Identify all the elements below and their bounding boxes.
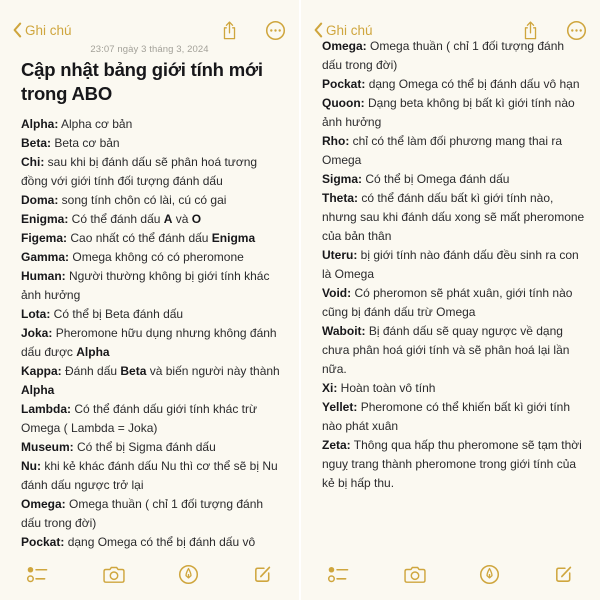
note-entry: Pockat: dạng Omega có thể bị đánh dấu vô bbox=[21, 535, 256, 549]
note-entry: Void: Có pheromon sẽ phát xuân, giới tính nào cũng bị đánh dấu trừ Omega bbox=[322, 286, 573, 319]
back-button[interactable] bbox=[12, 22, 72, 38]
note-entry: Uteru: bị giới tính nào đánh dấu đều sinh ra con là Omega bbox=[322, 248, 579, 281]
bottom-toolbar bbox=[301, 561, 600, 587]
more-options-icon[interactable] bbox=[265, 20, 286, 41]
camera-icon[interactable] bbox=[403, 565, 427, 584]
markup-icon[interactable] bbox=[479, 564, 500, 585]
share-icon[interactable] bbox=[221, 20, 238, 41]
note-entry: Omega: Omega thuần ( chỉ 1 đối tượng đánh dấu trong đời) bbox=[21, 497, 264, 530]
note-title: Cập nhật bảng giới tính mới trong ABO bbox=[21, 59, 263, 104]
note-entry: Theta: có thể đánh dấu bất kì giới tính nào, nhưng sau khi đánh dấu xong sẽ mất pheromone của bản thân bbox=[322, 191, 585, 243]
note-entry: Doma: song tính chôn có lài, cú có gai bbox=[21, 193, 227, 207]
back-label: Ghi chú bbox=[326, 22, 373, 38]
back-label: Ghi chú bbox=[25, 22, 72, 38]
compose-icon[interactable] bbox=[252, 564, 273, 585]
note-entry: Yellet: Pheromone có thể khiến bất kì giới tính nào phát xuân bbox=[322, 400, 571, 433]
bottom-toolbar bbox=[0, 561, 299, 587]
note-body bbox=[21, 115, 286, 552]
note-entry: Nu: khi kẻ khác đánh dấu Nu thì cơ thể sẽ bị Nu đánh dấu ngược trở lại bbox=[21, 459, 278, 492]
note-entry: Gamma: Omega không có có pheromone bbox=[21, 250, 244, 264]
note-entry: Waboit: Bị đánh dấu sẽ quay ngược về dạng chưa phân hoá giới tính và sẽ phân hoá lại lần nữa. bbox=[322, 324, 570, 376]
note-entry: Lambda: Có thể đánh dấu giới tính khác trừ Omega ( Lambda = Joka) bbox=[21, 402, 258, 435]
note-entry: Lota: Có thể bị Beta đánh dấu bbox=[21, 307, 184, 321]
note-entry: Figema: Cao nhất có thể đánh dấu Enigma bbox=[21, 231, 256, 245]
compose-icon[interactable] bbox=[553, 564, 574, 585]
note-entry: Omega: Omega thuần ( chỉ 1 đối tượng đánh dấu trong đời) bbox=[322, 39, 565, 72]
nav-bar bbox=[12, 17, 286, 43]
note-entry: Pockat: dạng Omega có thể bị đánh dấu vô hạn bbox=[322, 77, 580, 91]
notes-screen-left bbox=[0, 0, 299, 600]
checklist-icon[interactable] bbox=[327, 565, 350, 584]
note-entry: Chi: sau khi bị đánh dấu sẽ phân hoá tương đồng với giới tính đối tượng đánh dấu bbox=[21, 155, 258, 188]
note-entry: Zeta: Thông qua hấp thu pheromone sẽ tạm thời nguỵ trang thành pheromone trong giới tính của kẻ bị hấp thu. bbox=[322, 438, 582, 490]
note-timestamp: 23:07 ngày 3 tháng 3, 2024 bbox=[90, 44, 209, 55]
note-entry: Kappa: Đánh dấu Beta và biến người này thành Alpha bbox=[21, 364, 280, 397]
chevron-left-icon bbox=[12, 22, 22, 38]
note-entry: Rho: chỉ có thể làm đối phương mang thai ra Omega bbox=[322, 134, 563, 167]
camera-icon[interactable] bbox=[102, 565, 126, 584]
checklist-icon[interactable] bbox=[26, 565, 49, 584]
note-entry: Human: Người thường không bị giới tính khác ảnh hưởng bbox=[21, 269, 270, 302]
note-entry: Beta: Beta cơ bản bbox=[21, 136, 120, 150]
notes-screen-right bbox=[301, 0, 600, 600]
note-entry: Joka: Pheromone hữu dụng nhưng không đánh dấu được Alpha bbox=[21, 326, 277, 359]
chevron-left-icon bbox=[313, 22, 323, 38]
note-entry: Alpha: Alpha cơ bản bbox=[21, 117, 133, 131]
note-entry: Xi: Hoàn toàn vô tính bbox=[322, 381, 436, 395]
note-entry: Quoon: Dạng beta không bị bất kì giới tính nào ảnh hưởng bbox=[322, 96, 575, 129]
note-entry: Sigma: Có thể bị Omega đánh dấu bbox=[322, 172, 510, 186]
note-entry: Enigma: Có thể đánh dấu A và O bbox=[21, 212, 202, 226]
markup-icon[interactable] bbox=[178, 564, 199, 585]
note-body bbox=[322, 37, 587, 493]
back-button[interactable] bbox=[313, 22, 373, 38]
note-entry: Museum: Có thể bị Sigma đánh dấu bbox=[21, 440, 216, 454]
